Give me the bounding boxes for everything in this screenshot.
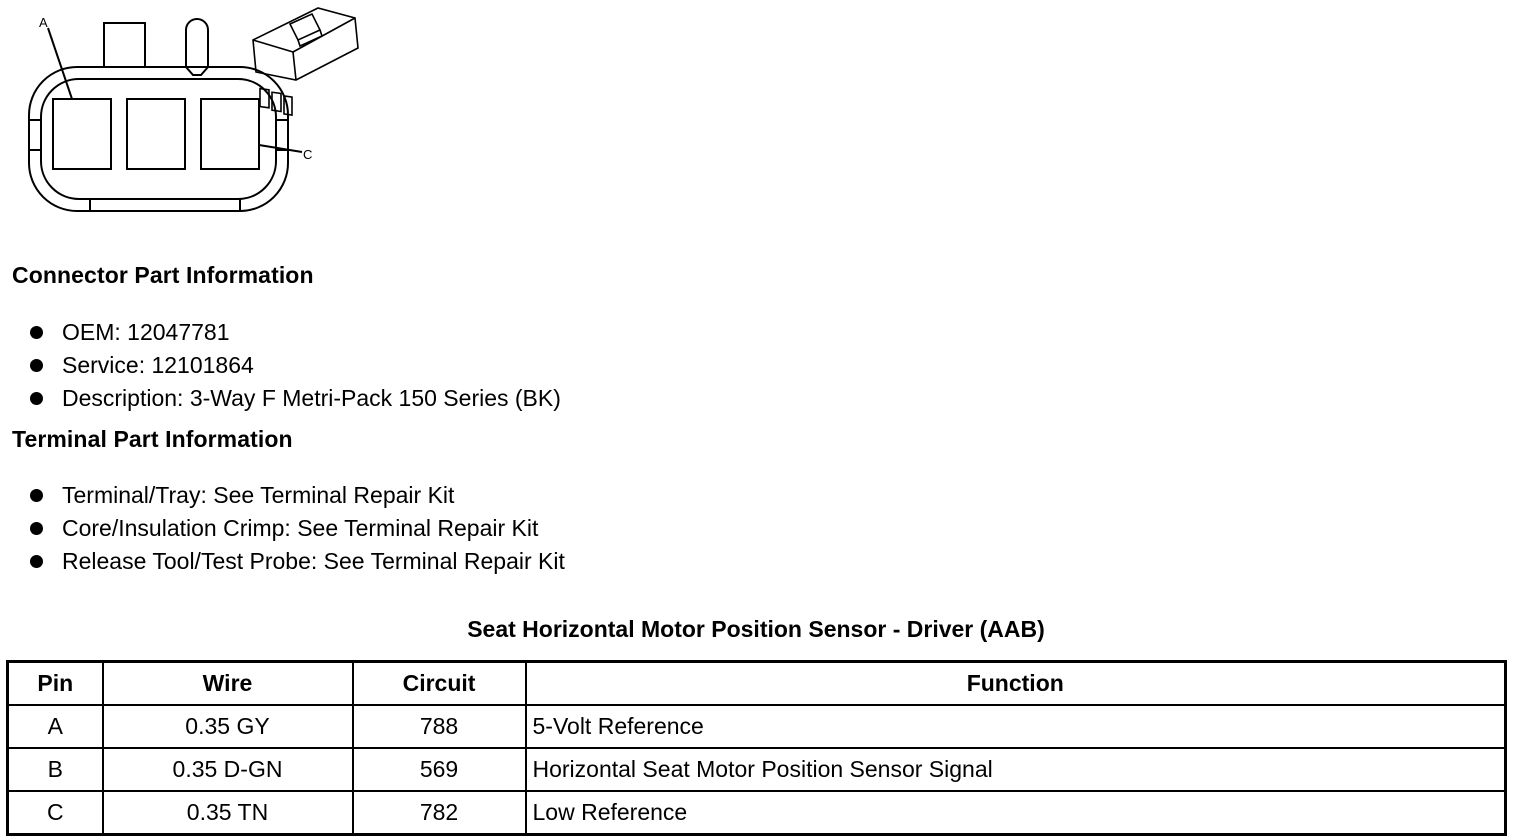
bullet-icon: [30, 522, 43, 535]
cell-pin: B: [8, 748, 103, 791]
terminal-cavity-c: [201, 99, 259, 169]
cell-function: Low Reference: [526, 791, 1506, 835]
cell-circuit: 788: [353, 705, 526, 748]
header-function: Function: [526, 662, 1506, 706]
bullet-icon: [30, 555, 43, 568]
table-row: [8, 748, 1506, 791]
table-row: [8, 705, 1506, 748]
cell-pin: C: [8, 791, 103, 835]
table-title: Seat Horizontal Motor Position Sensor - Driver (AAB): [467, 616, 1045, 642]
connector-info-list: [28, 316, 561, 415]
cell-pin: A: [8, 705, 103, 748]
pin-c-label: C: [303, 147, 313, 162]
bullet-icon: [30, 326, 43, 339]
list-item: OEM: 12047781: [28, 316, 561, 349]
table-row: [8, 791, 1506, 835]
cell-circuit: 569: [353, 748, 526, 791]
connector-section-title: Connector Part Information: [12, 262, 314, 288]
list-item: Description: 3-Way F Metri-Pack 150 Series (BK): [28, 382, 561, 415]
list-item: Service: 12101864: [28, 349, 561, 382]
cell-function: Horizontal Seat Motor Position Sensor Signal: [526, 748, 1506, 791]
connector-latch: [104, 23, 145, 67]
terminal-cavity-a: [53, 99, 111, 169]
bullet-icon: [30, 359, 43, 372]
list-item: Release Tool/Test Probe: See Terminal Repair Kit: [28, 545, 565, 578]
pin-table: [6, 660, 1507, 836]
bullet-icon: [30, 392, 43, 405]
terminal-cavity-b: [127, 99, 185, 169]
connector-diagram: [0, 0, 380, 230]
list-item: Core/Insulation Crimp: See Terminal Repair Kit: [28, 512, 565, 545]
cell-wire: 0.35 TN: [103, 791, 353, 835]
cell-circuit: 782: [353, 791, 526, 835]
connector-thumbnail: [253, 8, 358, 115]
header-pin: Pin: [8, 662, 103, 706]
header-circuit: Circuit: [353, 662, 526, 706]
table-header-row: [8, 662, 1506, 706]
terminal-info-list: [28, 479, 565, 578]
header-wire: Wire: [103, 662, 353, 706]
pin-a-label: A: [39, 15, 48, 30]
list-item: Terminal/Tray: See Terminal Repair Kit: [28, 479, 565, 512]
bullet-icon: [30, 489, 43, 502]
cell-function: 5-Volt Reference: [526, 705, 1506, 748]
terminal-section-title: Terminal Part Information: [12, 426, 293, 452]
connector-body-inner: [41, 79, 276, 199]
cell-wire: 0.35 GY: [103, 705, 353, 748]
cell-wire: 0.35 D-GN: [103, 748, 353, 791]
